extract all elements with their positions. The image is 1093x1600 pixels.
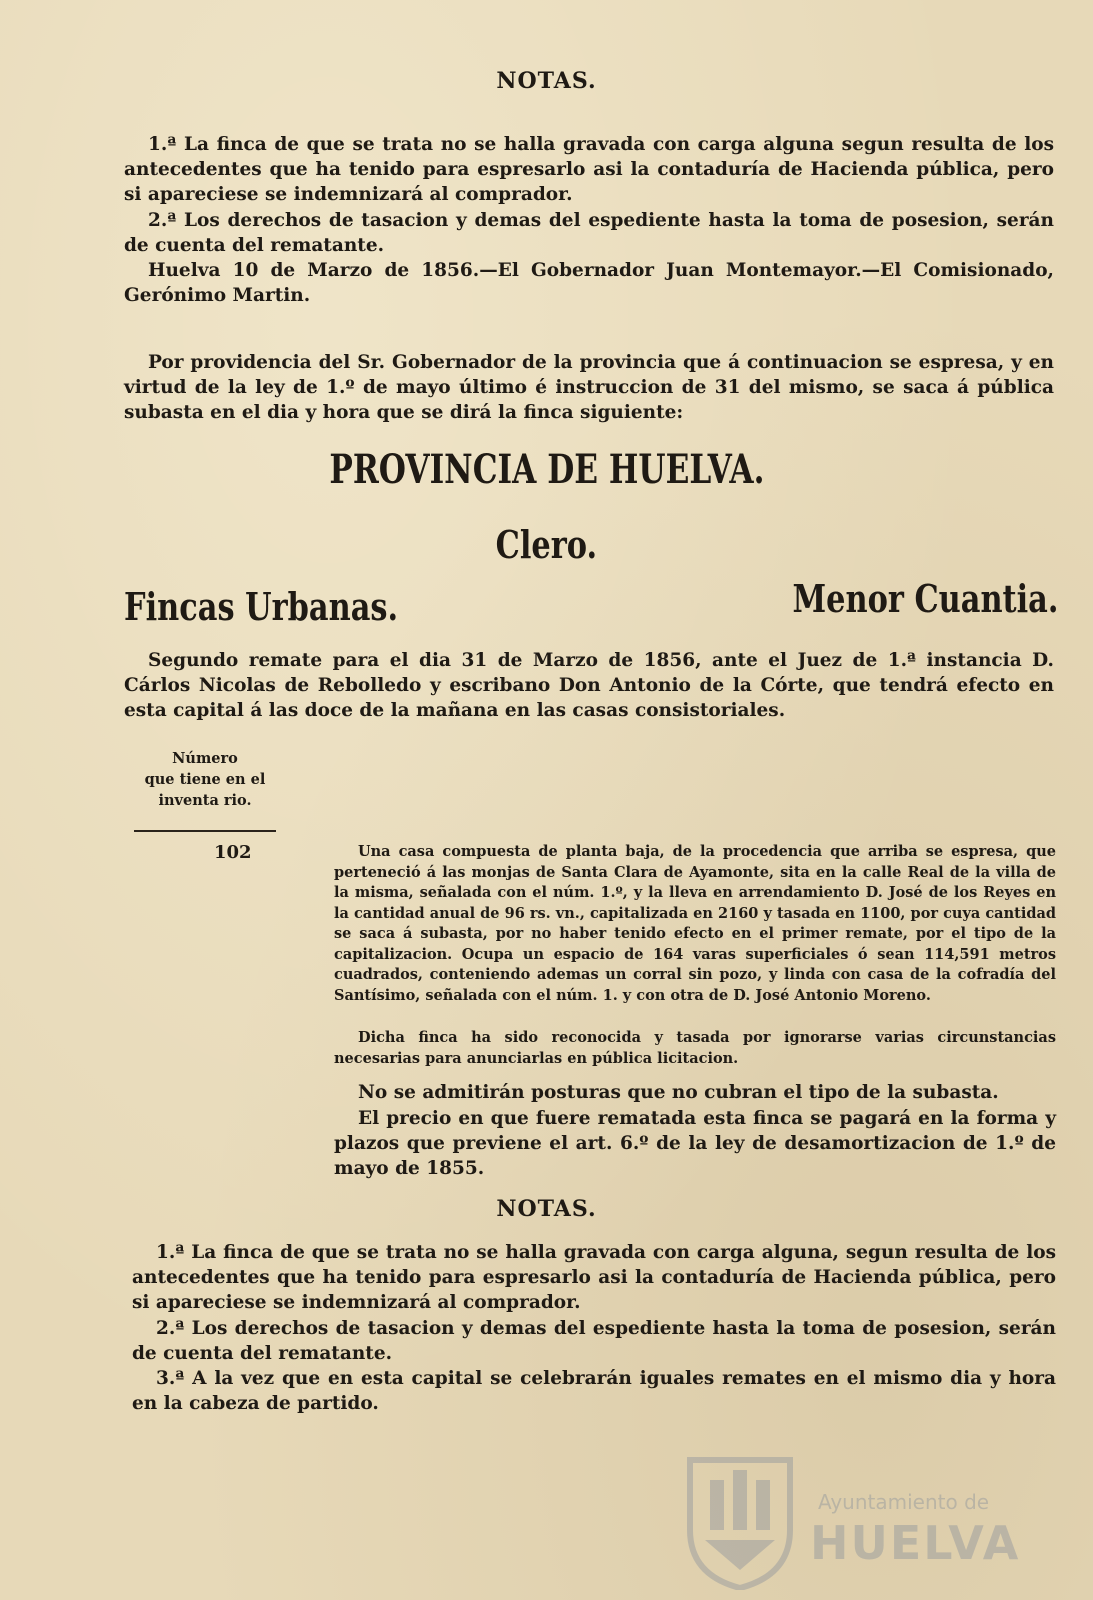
bottom-note-1: 1.ª La finca de que se trata no se halla gravada con carga alguna, segun resulta de los antecedentes que ha tenido para espresarlo asi la contaduría de Hacienda pública, pero si apareciese se indemnizará al comprador. <box>132 1242 1056 1313</box>
ayuntamiento-watermark <box>680 1440 1040 1590</box>
lot-no-bids: No se admitirán posturas que no cubran el tipo de la subasta. <box>358 1082 999 1103</box>
fincas-urbanas-heading: Fincas Urbanas. <box>124 584 399 629</box>
lot-recognition: Dicha finca ha sido reconocida y tasada por ignorarse varias circunstancias necesarias para anunciarlas en pública licitacion. <box>334 1029 1056 1067</box>
section-title-wrap <box>0 522 1093 567</box>
inventory-header-line-3: inventa rio. <box>158 792 252 809</box>
intro-paragraph: Por providencia del Sr. Gobernador de la provincia que á continuacion se espresa, y en virtud de la ley de 1.º de mayo último é instruccion de 31 del mismo, se saca á pública subasta en el dia y hora que se dirá la finca siguiente: <box>124 352 1054 423</box>
menor-cuantia-heading: Menor Cuantia. <box>792 576 1058 621</box>
watermark-line-2: HUELVA <box>810 1516 1021 1570</box>
inventory-header-line-2: que tiene en el <box>144 771 266 788</box>
top-note-2: 2.ª Los derechos de tasacion y demas del espediente hasta la toma de posesion, serán de cuenta del rematante. <box>124 210 1054 256</box>
watermark-line-1: Ayuntamiento de <box>818 1490 990 1514</box>
section-title: Clero. <box>495 522 598 567</box>
auction-info: Segundo remate para el dia 31 de Marzo de 1856, ante el Juez de 1.ª instancia D. Cárlos Nicolas de Rebolledo y escribano Don Antonio de la Córte, que tendrá efecto en esta capital á las doce de la mañana en las casas consistoriales. <box>124 650 1054 721</box>
province-title: PROVINCIA DE HUELVA. <box>328 446 765 493</box>
menor-cuantia-wrap <box>700 576 1058 621</box>
inventory-header <box>124 748 286 811</box>
bottom-note-3: 3.ª A la vez que en esta capital se celebrarán iguales remates en el mismo dia y hora en la cabeza de partido. <box>132 1368 1056 1414</box>
bottom-notes-heading: NOTAS. <box>496 1196 597 1222</box>
inventory-header-line-1: Número <box>172 750 238 767</box>
signature-line: Huelva 10 de Marzo de 1856.—El Gobernador Juan Montemayor.—El Comisionado, Gerónimo Martin. <box>124 260 1054 306</box>
province-title-wrap <box>0 446 1093 493</box>
bottom-note-2: 2.ª Los derechos de tasacion y demas del espediente hasta la toma de posesion, serán de cuenta del rematante. <box>132 1318 1056 1364</box>
top-note-1: 1.ª La finca de que se trata no se halla gravada con carga alguna segun resulta de los antecedentes que ha tenido para espresarlo asi la contaduría de Hacienda pública, pero si apareciese se indemnizará al comprador. <box>124 134 1054 205</box>
inventory-rule <box>134 830 276 832</box>
city-shield-logo-icon <box>680 1440 800 1590</box>
lot-number: 102 <box>214 842 252 863</box>
top-notes-heading: NOTAS. <box>496 68 597 94</box>
lot-description: Una casa compuesta de planta baja, de la procedencia que arriba se espresa, que perteneció á las monjas de Santa Clara de Ayamonte, sita en la calle Real de la villa de la misma, señalada con el núm. 1.º, y la lleva en arrendamiento D. José de los Reyes en la cantidad anual de 96 rs. vn., capitalizada en 2160 y tasada en 1100, por cuya cantidad se saca á subasta, por no haber tenido efecto en el primer remate, por el tipo de la capitalizacion. Ocupa un espacio de 164 varas superficiales ó sean 114,591 metros cuadrados, conteniendo ademas un corral sin pozo, y linda con casa de la cofradía del Santísimo, señalada con el núm. 1. y con otra de D. José Antonio Moreno. <box>334 843 1056 1004</box>
lot-payment: El precio en que fuere rematada esta finca se pagará en la forma y plazos que previene el art. 6.º de la ley de desamortizacion de 1.º de mayo de 1855. <box>334 1108 1056 1179</box>
